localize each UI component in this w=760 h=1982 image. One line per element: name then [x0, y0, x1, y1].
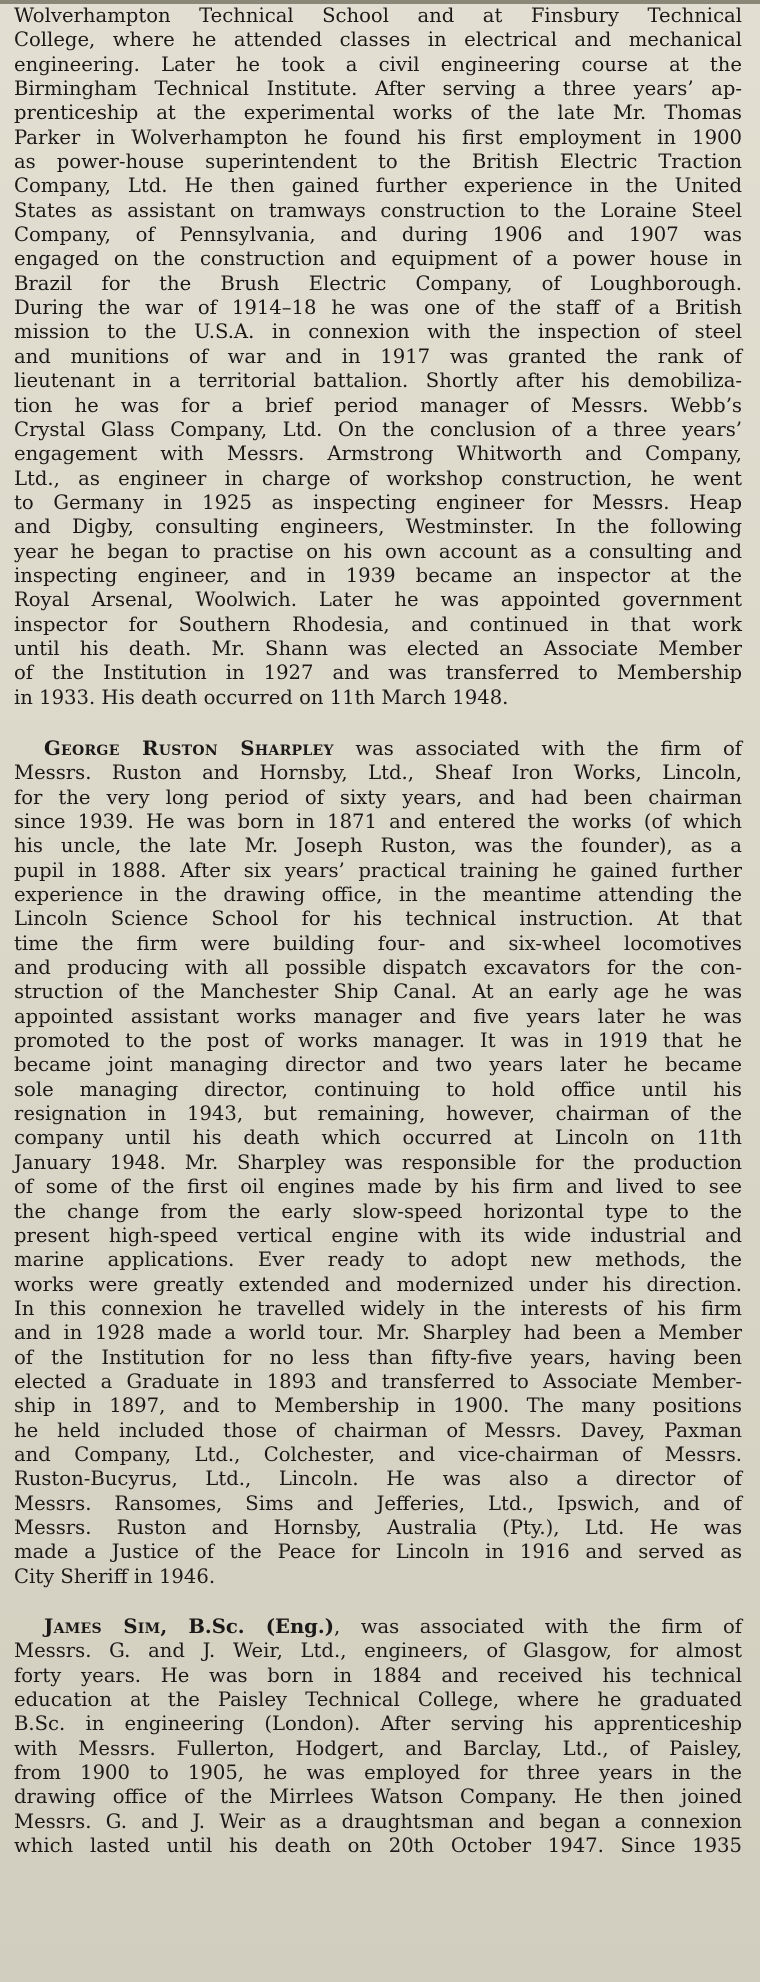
text-line: resignation in 1943, but remaining, however, chairman of the — [14, 1102, 742, 1126]
paragraph-gap — [14, 1589, 742, 1615]
text-line: of the Institution for no less than fifty-five years, having been — [14, 1345, 742, 1369]
text-line: ship in 1897, and to Membership in 1900. The many positions — [14, 1394, 742, 1418]
text-line: present high-speed vertical engine with its wide industrial and — [14, 1223, 742, 1247]
text-line: States as assistant on tramways construction to the Loraine Steel — [14, 198, 742, 222]
text-line: of the Institution in 1927 and was transferred to Membership — [14, 661, 742, 685]
text-line: Parker in Wolverhampton he found his first employment in 1900 — [14, 125, 742, 149]
text-line: tion he was for a brief period manager of Messrs. Webb’s — [14, 393, 742, 417]
person-degree: , B.Sc. (Eng.) — [160, 1615, 334, 1638]
text-line: the change from the early slow-speed horizontal type to the — [14, 1199, 742, 1223]
text-line: inspector for Southern Rhodesia, and continued in that work — [14, 612, 742, 636]
obituary-sim — [14, 1615, 742, 1858]
text-line: Messrs. Ruston and Hornsby, Australia (Pty.), Ltd. He was — [14, 1515, 742, 1539]
text-line: sole managing director, continuing to hold office until his — [14, 1077, 742, 1101]
text-line: In this connexion he travelled widely in the interests of his firm — [14, 1296, 742, 1320]
text-line: became joint managing director and two years later he became — [14, 1053, 742, 1077]
obituary-shann — [14, 4, 742, 710]
text-line: City Sheriff in 1946. — [14, 1564, 216, 1588]
text-line: lieutenant in a territorial battalion. Shortly after his demobiliza- — [14, 369, 742, 393]
text-line: prenticeship at the experimental works of the late Mr. Thomas — [14, 101, 742, 125]
text-line: elected a Graduate in 1893 and transferred to Associate Member- — [14, 1369, 742, 1393]
person-name: James Sim — [44, 1615, 161, 1638]
text-line: marine applications. Ever ready to adopt new methods, the — [14, 1248, 742, 1272]
text-line: B.Sc. in engineering (London). After serving his apprenticeship — [14, 1712, 742, 1736]
text-line: with Messrs. Fullerton, Hodgert, and Barclay, Ltd., of Paisley, — [14, 1736, 742, 1760]
paragraph-gap — [14, 710, 742, 737]
text-line: Company, of Pennsylvania, and during 1906 and 1907 was — [14, 223, 742, 247]
text-line: Lincoln Science School for his technical instruction. At that — [14, 907, 742, 931]
text-line: experience in the drawing office, in the meantime attending the — [14, 883, 742, 907]
text-line: Royal Arsenal, Woolwich. Later he was appointed government — [14, 588, 742, 612]
text-line: pupil in 1888. After six years’ practical training he gained further — [14, 858, 742, 882]
text-line: Ltd., as engineer in charge of workshop construction, he went — [14, 466, 742, 490]
text-line: and munitions of war and in 1917 was granted the rank of — [14, 344, 742, 368]
text-line: Messrs. G. and J. Weir as a draughtsman and began a connexion — [14, 1809, 742, 1833]
text-line: College, where he attended classes in electrical and mechanical — [14, 28, 742, 52]
text-line: made a Justice of the Peace for Lincoln in 1916 and served as — [14, 1540, 742, 1564]
text-line: Messrs. Ruston and Hornsby, Ltd., Sheaf Iron Works, Lincoln, — [14, 761, 742, 785]
text-line: to Germany in 1925 as inspecting engineer for Messrs. Heap — [14, 490, 742, 514]
text-line: he held included those of chairman of Messrs. Davey, Paxman — [14, 1418, 742, 1442]
text-line: Company, Ltd. He then gained further experience in the United — [14, 174, 742, 198]
text-fragment: , was associated with the firm of — [333, 1615, 742, 1638]
text-line: and in 1928 made a world tour. Mr. Sharpley had been a Member — [14, 1321, 742, 1345]
text-line: for the very long period of sixty years, and had been chairman — [14, 785, 742, 809]
obituary-first-line — [14, 737, 742, 761]
obituary-sharpley — [14, 737, 742, 1589]
text-line: engaged on the construction and equipment of a power house in — [14, 247, 742, 271]
text-line: since 1939. He was born in 1871 and entered the works (of which — [14, 810, 742, 833]
text-line: engagement with Messrs. Armstrong Whitworth and Company, — [14, 442, 742, 466]
text-line: from 1900 to 1905, he was employed for three years in the — [14, 1761, 742, 1785]
text-line: education at the Paisley Technical College, where he graduated — [14, 1688, 742, 1712]
text-line: works were greatly extended and modernized under his direction. — [14, 1272, 742, 1296]
text-line: Ruston-Bucyrus, Ltd., Lincoln. He was also a director of — [14, 1467, 742, 1491]
person-name: George Ruston Sharpley — [44, 736, 334, 760]
text-line: drawing office of the Mirrlees Watson Company. He then joined — [14, 1785, 742, 1809]
text-line: and Company, Ltd., Colchester, and vice-chairman of Messrs. — [14, 1442, 742, 1466]
text-line: in 1933. His death occurred on 11th March 1948. — [14, 685, 509, 709]
obituary-first-line — [14, 1615, 742, 1639]
text-line: inspecting engineer, and in 1939 became an inspector at the — [14, 563, 742, 587]
text-line: appointed assistant works manager and five years later he was — [14, 1004, 742, 1028]
text-line: Wolverhampton Technical School and at Finsbury Technical — [14, 4, 742, 27]
text-line: until his death. Mr. Shann was elected an Associate Member — [14, 636, 742, 660]
text-line: Brazil for the Brush Electric Company, of Loughborough. — [14, 271, 742, 295]
text-line: Messrs. Ransomes, Sims and Jefferies, Ltd., Ipswich, and of — [14, 1491, 742, 1515]
text-line: his uncle, the late Mr. Joseph Ruston, was the founder), as a — [14, 834, 742, 858]
text-line: January 1948. Mr. Sharpley was responsible for the production — [14, 1150, 742, 1174]
text-line: and Digby, consulting engineers, Westminster. In the following — [14, 515, 742, 539]
text-line: of some of the first oil engines made by his firm and lived to see — [14, 1175, 742, 1199]
text-line: which lasted until his death on 20th October 1947. Since 1935 — [14, 1834, 742, 1858]
text-line: mission to the U.S.A. in connexion with the inspection of steel — [14, 320, 742, 344]
text-fragment: was associated with the firm of — [333, 736, 742, 760]
text-line: as power-house superintendent to the British Electric Traction — [14, 150, 742, 174]
text-line: and producing with all possible dispatch excavators for the con- — [14, 956, 742, 980]
text-line: struction of the Manchester Ship Canal. At an early age he was — [14, 980, 742, 1004]
text-line: Crystal Glass Company, Ltd. On the conclusion of a three years’ — [14, 417, 742, 441]
text-column — [14, 4, 742, 1858]
text-line: forty years. He was born in 1884 and received his technical — [14, 1663, 742, 1687]
text-line: engineering. Later he took a civil engineering course at the — [14, 52, 742, 76]
text-line: promoted to the post of works manager. It was in 1919 that he — [14, 1029, 742, 1053]
text-line: During the war of 1914–18 he was one of the staff of a British — [14, 296, 742, 320]
text-line: year he began to practise on his own account as a consulting and — [14, 539, 742, 563]
text-line: Messrs. G. and J. Weir, Ltd., engineers, of Glasgow, for almost — [14, 1639, 742, 1663]
text-line: Birmingham Technical Institute. After serving a three years’ ap- — [14, 77, 742, 101]
text-line: company until his death which occurred at Lincoln on 11th — [14, 1126, 742, 1150]
text-line: time the firm were building four- and six-wheel locomotives — [14, 931, 742, 955]
